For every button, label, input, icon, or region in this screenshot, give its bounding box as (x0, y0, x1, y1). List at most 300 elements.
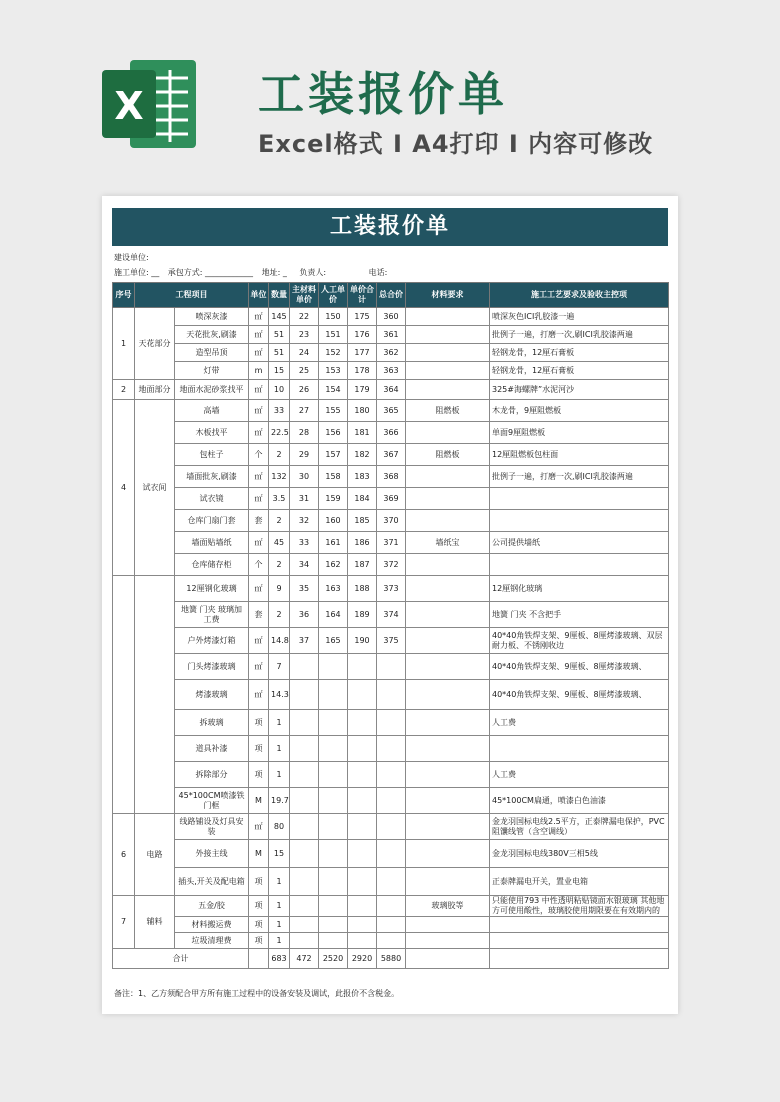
totals-unit (249, 949, 269, 969)
cell-qty: 14.8 (269, 628, 290, 654)
cell-unit: 套 (249, 510, 269, 532)
table-row (113, 762, 669, 788)
cell-item: 垃圾清理费 (175, 933, 249, 949)
cell-labor: 155 (319, 400, 348, 422)
cell-total (377, 933, 406, 949)
table-row (113, 868, 669, 896)
cell-qty: 1 (269, 736, 290, 762)
header-item: 工程项目 (135, 283, 249, 308)
cell-req (406, 576, 490, 602)
cell-total (377, 917, 406, 933)
cell-qty: 1 (269, 710, 290, 736)
cell-req (406, 380, 490, 400)
cell-spec: 40*40角铁焊支架、9厘板、8厘烤漆玻璃、 (490, 654, 669, 680)
header-no: 序号 (113, 283, 135, 308)
group-name: 辅料 (135, 896, 175, 949)
cell-labor (319, 868, 348, 896)
cell-labor (319, 788, 348, 814)
table-row (113, 602, 669, 628)
cell-qty: 10 (269, 380, 290, 400)
cell-unit: ㎡ (249, 532, 269, 554)
cell-item: 仓库门扇门套 (175, 510, 249, 532)
cell-mat (290, 736, 319, 762)
cell-qty: 2 (269, 444, 290, 466)
cell-total (377, 680, 406, 710)
info-contractor: 施工单位: __ (114, 268, 160, 277)
cell-total: 375 (377, 628, 406, 654)
cell-sum (348, 917, 377, 933)
totals-row (113, 949, 669, 969)
cell-qty: 1 (269, 762, 290, 788)
cell-spec: 325#海螺牌”水泥河沙 (490, 380, 669, 400)
cell-unit: m (249, 362, 269, 380)
table-row (113, 814, 669, 840)
cell-labor: 157 (319, 444, 348, 466)
cell-sum: 185 (348, 510, 377, 532)
footnote: 备注：1、乙方须配合甲方所有施工过程中的设备安装及调试，此报价不含税金。 (114, 989, 400, 998)
cell-req (406, 488, 490, 510)
cell-mat (290, 762, 319, 788)
cell-mat: 23 (290, 326, 319, 344)
totals-req (406, 949, 490, 969)
cell-req: 墙纸宝 (406, 532, 490, 554)
cell-sum: 186 (348, 532, 377, 554)
cell-sum (348, 762, 377, 788)
cell-unit: 项 (249, 917, 269, 933)
cell-labor (319, 680, 348, 710)
cell-unit: ㎡ (249, 576, 269, 602)
cell-mat: 29 (290, 444, 319, 466)
cell-qty: 7 (269, 654, 290, 680)
cell-spec: 40*40角铁焊支架、9厘板、8厘烤漆玻璃、 (490, 680, 669, 710)
cell-sum (348, 710, 377, 736)
table-header-row (113, 283, 669, 308)
table-row (113, 654, 669, 680)
cell-mat: 35 (290, 576, 319, 602)
cell-req (406, 628, 490, 654)
cell-spec (490, 510, 669, 532)
cell-req (406, 840, 490, 868)
cell-spec: 人工费 (490, 762, 669, 788)
cell-total: 369 (377, 488, 406, 510)
cell-qty: 51 (269, 326, 290, 344)
cell-unit: ㎡ (249, 488, 269, 510)
cell-item: 包柱子 (175, 444, 249, 466)
cell-labor: 163 (319, 576, 348, 602)
cell-labor (319, 917, 348, 933)
cell-labor: 165 (319, 628, 348, 654)
group-no: 2 (113, 380, 135, 400)
cell-labor (319, 762, 348, 788)
table-row (113, 554, 669, 576)
cell-unit: ㎡ (249, 466, 269, 488)
header-labor-price: 人工单价 (319, 283, 348, 308)
excel-logo-icon (100, 56, 200, 152)
page-subtitle: Excel格式 I A4打印 I 内容可修改 (258, 130, 654, 158)
cell-mat (290, 814, 319, 840)
cell-qty: 1 (269, 868, 290, 896)
cell-mat: 33 (290, 532, 319, 554)
cell-total: 373 (377, 576, 406, 602)
cell-qty: 132 (269, 466, 290, 488)
table-row (113, 736, 669, 762)
table-row (113, 344, 669, 362)
cell-mat: 27 (290, 400, 319, 422)
cell-qty: 45 (269, 532, 290, 554)
cell-sum: 181 (348, 422, 377, 444)
cell-req (406, 654, 490, 680)
cell-unit: 项 (249, 868, 269, 896)
group-name: 地面部分 (135, 380, 175, 400)
cell-req (406, 710, 490, 736)
cell-spec: 12厘钢化玻璃 (490, 576, 669, 602)
cell-unit: ㎡ (249, 326, 269, 344)
cell-labor: 161 (319, 532, 348, 554)
cell-sum: 175 (348, 308, 377, 326)
table-row (113, 840, 669, 868)
cell-mat (290, 680, 319, 710)
cell-qty: 9 (269, 576, 290, 602)
cell-item: 道具补漆 (175, 736, 249, 762)
cell-total (377, 814, 406, 840)
cell-req: 阻燃板 (406, 444, 490, 466)
cell-sum: 189 (348, 602, 377, 628)
cell-unit: ㎡ (249, 400, 269, 422)
cell-total (377, 654, 406, 680)
cell-labor: 152 (319, 344, 348, 362)
header-total: 总合价 (377, 283, 406, 308)
cell-qty: 145 (269, 308, 290, 326)
cell-sum: 182 (348, 444, 377, 466)
cell-sum (348, 736, 377, 762)
cell-spec: 轻钢龙骨，12厘石膏板 (490, 362, 669, 380)
cell-unit: 套 (249, 602, 269, 628)
cell-item: 门头烤漆玻璃 (175, 654, 249, 680)
cell-labor: 162 (319, 554, 348, 576)
cell-spec: 只能使用793 中性透明粘贴镜面水银玻璃 其他地方可使用酸性，玻璃胶使用期限要在有效期内的 (490, 896, 669, 917)
totals-total: 5880 (377, 949, 406, 969)
cell-unit: M (249, 788, 269, 814)
cell-req (406, 788, 490, 814)
cell-unit: ㎡ (249, 680, 269, 710)
cell-total: 361 (377, 326, 406, 344)
cell-item: 墙面批灰,刷漆 (175, 466, 249, 488)
table-row (113, 444, 669, 466)
cell-labor: 160 (319, 510, 348, 532)
cell-spec (490, 933, 669, 949)
cell-total (377, 896, 406, 917)
cell-qty: 2 (269, 602, 290, 628)
cell-req (406, 422, 490, 444)
cell-mat: 36 (290, 602, 319, 628)
cell-total: 364 (377, 380, 406, 400)
table-row (113, 326, 669, 344)
cell-labor (319, 710, 348, 736)
table-row (113, 896, 669, 917)
cell-item: 仓库储存柜 (175, 554, 249, 576)
cell-item: 拆除部分 (175, 762, 249, 788)
cell-qty: 3.5 (269, 488, 290, 510)
cell-item: 45*100CM喷漆铁门框 (175, 788, 249, 814)
group-no: 4 (113, 400, 135, 576)
cell-mat (290, 840, 319, 868)
table-row (113, 788, 669, 814)
cell-item: 高墙 (175, 400, 249, 422)
cell-spec: 喷深灰色ICI乳胶漆一遍 (490, 308, 669, 326)
group-no: 1 (113, 308, 135, 380)
cell-total (377, 840, 406, 868)
info-client: 建设单位: (114, 253, 149, 262)
quotation-sheet (102, 196, 678, 1014)
cell-sum (348, 788, 377, 814)
group-no: 6 (113, 814, 135, 896)
info-line-1 (114, 252, 155, 263)
cell-item: 线路铺设及灯具安装 (175, 814, 249, 840)
cell-spec: 40*40角铁焊支架、9厘板、8厘烤漆玻璃、双层耐力板、不锈刚收边 (490, 628, 669, 654)
cell-total (377, 762, 406, 788)
cell-labor (319, 896, 348, 917)
cell-total: 362 (377, 344, 406, 362)
cell-req (406, 814, 490, 840)
cell-item: 天花批灰,刷漆 (175, 326, 249, 344)
cell-spec: 批例子一遍，打磨一次,刷ICI乳胶漆两遍 (490, 326, 669, 344)
totals-mat: 472 (290, 949, 319, 969)
cell-labor (319, 840, 348, 868)
cell-total (377, 710, 406, 736)
cell-mat (290, 710, 319, 736)
cell-total: 372 (377, 554, 406, 576)
cell-unit: 项 (249, 933, 269, 949)
cell-total: 374 (377, 602, 406, 628)
info-address: 地址: _ (261, 268, 287, 277)
cell-item: 地面水泥砂浆找平 (175, 380, 249, 400)
cell-item: 户外烤漆灯箱 (175, 628, 249, 654)
cell-sum: 187 (348, 554, 377, 576)
cell-spec: 正泰牌漏电开关，置业电箱 (490, 868, 669, 896)
cell-item: 造型吊顶 (175, 344, 249, 362)
cell-qty: 1 (269, 933, 290, 949)
cell-item: 地簧 门夹 玻璃加工费 (175, 602, 249, 628)
group-name: 天花部分 (135, 308, 175, 380)
cell-qty: 51 (269, 344, 290, 362)
table-row (113, 380, 669, 400)
cell-total: 367 (377, 444, 406, 466)
cell-unit: 项 (249, 736, 269, 762)
group-name (135, 576, 175, 814)
cell-mat: 26 (290, 380, 319, 400)
cell-total: 363 (377, 362, 406, 380)
cell-spec: 单面9厘阻燃板 (490, 422, 669, 444)
cell-qty: 2 (269, 510, 290, 532)
cell-mat: 25 (290, 362, 319, 380)
info-phone: 电话: (368, 268, 388, 277)
table-row (113, 400, 669, 422)
cell-item: 灯带 (175, 362, 249, 380)
cell-unit: 个 (249, 444, 269, 466)
cell-item: 木板找平 (175, 422, 249, 444)
cell-spec (490, 488, 669, 510)
cell-mat: 37 (290, 628, 319, 654)
cell-total: 365 (377, 400, 406, 422)
cell-unit: ㎡ (249, 422, 269, 444)
table-row (113, 308, 669, 326)
cell-total (377, 736, 406, 762)
group-no: 7 (113, 896, 135, 949)
cell-spec: 金龙羽国标电线380V三相5线 (490, 840, 669, 868)
header-unit: 单位 (249, 283, 269, 308)
cell-unit: 项 (249, 896, 269, 917)
header-qty: 数量 (269, 283, 290, 308)
cell-total (377, 788, 406, 814)
cell-sum (348, 814, 377, 840)
cell-spec: 45*100CM扁通，喷漆白色油漆 (490, 788, 669, 814)
cell-mat (290, 917, 319, 933)
cell-unit: M (249, 840, 269, 868)
cell-spec: 木龙骨，9厘阻燃板 (490, 400, 669, 422)
cell-labor: 153 (319, 362, 348, 380)
logo-letter: X (114, 84, 144, 128)
group-name: 试衣间 (135, 400, 175, 576)
cell-item: 外接主线 (175, 840, 249, 868)
cell-sum (348, 680, 377, 710)
table-row (113, 488, 669, 510)
cell-spec: 12厘阻燃板包柱面 (490, 444, 669, 466)
cell-item: 墙面贴墙纸 (175, 532, 249, 554)
cell-spec: 地簧 门夹 不含把手 (490, 602, 669, 628)
cell-spec (490, 917, 669, 933)
header-spec: 施工工艺要求及验收主控项 (490, 283, 669, 308)
cell-item: 材料搬运费 (175, 917, 249, 933)
page-title: 工装报价单 (258, 67, 508, 121)
cell-sum: 190 (348, 628, 377, 654)
cell-labor: 159 (319, 488, 348, 510)
cell-labor (319, 654, 348, 680)
header-unit-total: 单价合计 (348, 283, 377, 308)
cell-mat (290, 933, 319, 949)
cell-qty: 15 (269, 840, 290, 868)
table-row (113, 917, 669, 933)
cell-unit: ㎡ (249, 308, 269, 326)
cell-total (377, 868, 406, 896)
cell-req (406, 680, 490, 710)
cell-labor: 164 (319, 602, 348, 628)
totals-labor: 2520 (319, 949, 348, 969)
table-row (113, 680, 669, 710)
cell-qty: 1 (269, 896, 290, 917)
cell-unit: ㎡ (249, 628, 269, 654)
cell-mat: 30 (290, 466, 319, 488)
cell-sum: 183 (348, 466, 377, 488)
cell-sum: 180 (348, 400, 377, 422)
cell-total: 366 (377, 422, 406, 444)
cell-mat: 32 (290, 510, 319, 532)
cell-unit: ㎡ (249, 814, 269, 840)
cell-sum (348, 933, 377, 949)
totals-label: 合计 (113, 949, 249, 969)
cell-req (406, 510, 490, 532)
cell-sum: 179 (348, 380, 377, 400)
cell-unit: ㎡ (249, 344, 269, 362)
cell-req (406, 933, 490, 949)
cell-qty: 15 (269, 362, 290, 380)
table-row (113, 532, 669, 554)
cell-item: 烤漆玻璃 (175, 680, 249, 710)
cell-labor (319, 736, 348, 762)
info-manager: 负责人: (299, 268, 327, 277)
table-row (113, 628, 669, 654)
table-row (113, 933, 669, 949)
cell-total: 368 (377, 466, 406, 488)
cell-total: 360 (377, 308, 406, 326)
cell-unit: ㎡ (249, 654, 269, 680)
cell-mat: 34 (290, 554, 319, 576)
totals-qty: 683 (269, 949, 290, 969)
cell-req (406, 762, 490, 788)
cell-labor: 154 (319, 380, 348, 400)
cell-item: 五金/胶 (175, 896, 249, 917)
cell-spec (490, 736, 669, 762)
cell-spec: 人工费 (490, 710, 669, 736)
cell-req (406, 308, 490, 326)
cell-unit: 项 (249, 762, 269, 788)
cell-req (406, 554, 490, 576)
cell-item: 12厘钢化玻璃 (175, 576, 249, 602)
cell-spec: 轻钢龙骨，12厘石膏板 (490, 344, 669, 362)
cell-mat: 28 (290, 422, 319, 444)
page-header (0, 0, 780, 180)
cell-mat (290, 896, 319, 917)
cell-sum: 188 (348, 576, 377, 602)
cell-qty: 1 (269, 917, 290, 933)
cell-mat (290, 654, 319, 680)
cell-sum (348, 896, 377, 917)
cell-total: 370 (377, 510, 406, 532)
cell-labor (319, 933, 348, 949)
cell-mat: 31 (290, 488, 319, 510)
cell-req: 阻燃板 (406, 400, 490, 422)
cell-sum: 177 (348, 344, 377, 362)
cell-labor: 150 (319, 308, 348, 326)
cell-req: 玻璃胶等 (406, 896, 490, 917)
cell-spec: 公司提供墙纸 (490, 532, 669, 554)
table-row (113, 422, 669, 444)
cell-req (406, 917, 490, 933)
cell-labor: 158 (319, 466, 348, 488)
group-no (113, 576, 135, 814)
info-method: 承包方式: ____________ (167, 268, 254, 277)
group-name: 电路 (135, 814, 175, 896)
table-row (113, 576, 669, 602)
cell-req (406, 602, 490, 628)
cell-unit: 个 (249, 554, 269, 576)
table-body (113, 308, 669, 969)
cell-unit: 项 (249, 710, 269, 736)
cell-sum (348, 654, 377, 680)
cell-unit: ㎡ (249, 380, 269, 400)
cell-labor: 151 (319, 326, 348, 344)
cell-spec: 批例子一遍，打磨一次,刷ICI乳胶漆两遍 (490, 466, 669, 488)
cell-item: 拆玻璃 (175, 710, 249, 736)
cell-sum (348, 840, 377, 868)
cell-req (406, 466, 490, 488)
cell-req (406, 344, 490, 362)
cell-sum: 184 (348, 488, 377, 510)
sheet-title: 工装报价单 (112, 208, 668, 246)
cell-spec: 金龙羽国标电线2.5平方，正泰牌漏电保护，PVC阻馕线管（含空调线） (490, 814, 669, 840)
cell-labor: 156 (319, 422, 348, 444)
cell-total: 371 (377, 532, 406, 554)
table-row (113, 362, 669, 380)
